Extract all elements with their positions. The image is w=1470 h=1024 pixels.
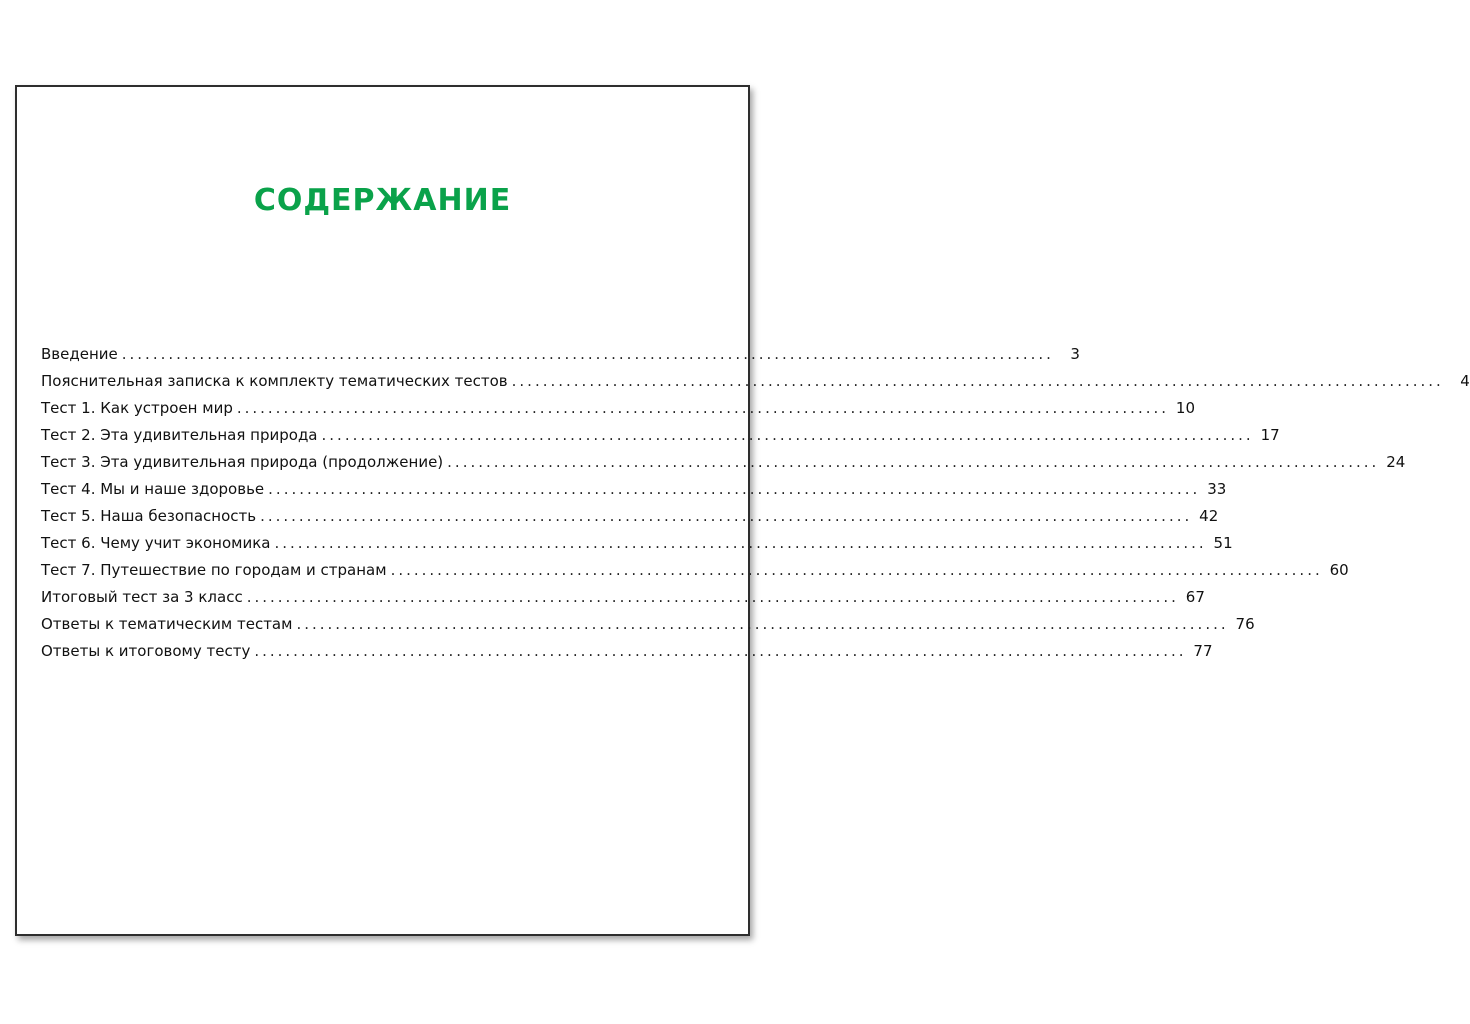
toc-entry-label: Ответы к тематическим тестам <box>41 615 293 633</box>
toc-entry-label: Пояснительная записка к комплекту тематических тестов <box>41 372 508 390</box>
toc-entry <box>41 615 1255 642</box>
toc-leader-dots: ........................................................................................................................ <box>296 615 1229 633</box>
toc-entry-label: Тест 5. Наша безопасность <box>41 507 257 525</box>
toc-entry-page: 17 <box>1260 426 1280 444</box>
toc-leader-dots: ........................................................................................................................ <box>390 561 1323 579</box>
toc-entry <box>41 480 1227 507</box>
toc-entry-page: 51 <box>1213 534 1233 552</box>
toc-entry-label: Тест 2. Эта удивительная природа <box>41 426 318 444</box>
toc-entry-label: Тест 7. Путешествие по городам и странам <box>41 561 387 579</box>
toc-leader-dots: ........................................................................................................................ <box>447 453 1380 471</box>
toc-entry-label: Тест 4. Мы и наше здоровье <box>41 480 265 498</box>
toc-entry-page: 24 <box>1386 453 1406 471</box>
toc-entry <box>41 534 1233 561</box>
toc-entry-page: 76 <box>1235 615 1255 633</box>
toc-entry-page: 3 <box>1070 345 1080 363</box>
toc-leader-dots: ........................................................................................................................ <box>274 534 1207 552</box>
toc-leader-dots: ........................................................................................................................ <box>121 345 1054 363</box>
toc-leader-dots: ........................................................................................................................ <box>260 507 1193 525</box>
toc-entry <box>41 399 1196 426</box>
toc-entry-label: Ответы к итоговому тесту <box>41 642 251 660</box>
toc-entry <box>41 588 1205 615</box>
toc-entry-label: Итоговый тест за 3 класс <box>41 588 243 606</box>
toc-entry-label: Тест 6. Чему учит экономика <box>41 534 271 552</box>
document-page <box>15 85 1470 936</box>
toc-entry-page: 60 <box>1329 561 1349 579</box>
toc-leader-dots: ........................................................................................................................ <box>511 372 1444 390</box>
toc-entry <box>41 372 1470 399</box>
toc-entry-page: 77 <box>1193 642 1213 660</box>
toc-entry-page: 4 <box>1460 372 1470 390</box>
toc-entry <box>41 507 1219 534</box>
toc-entry-page: 33 <box>1207 480 1227 498</box>
toc-entry <box>41 642 1213 669</box>
toc-leader-dots: ........................................................................................................................ <box>236 399 1170 417</box>
toc-entry-label: Введение <box>41 345 118 363</box>
page-title: СОДЕРЖАНИЕ <box>253 183 512 218</box>
toc-entry <box>41 345 1080 372</box>
toc-leader-dots: ........................................................................................................................ <box>246 588 1179 606</box>
table-of-contents <box>41 345 1470 669</box>
toc-entry-page: 10 <box>1175 399 1196 417</box>
toc-entry-page: 42 <box>1199 507 1219 525</box>
toc-leader-dots: ........................................................................................................................ <box>254 642 1187 660</box>
toc-entry-label: Тест 3. Эта удивительная природа (продолжение) <box>41 453 444 471</box>
toc-entry <box>41 453 1406 480</box>
toc-leader-dots: ........................................................................................................................ <box>321 426 1254 444</box>
toc-entry-label: Тест 1. Как устроен мир <box>41 399 233 417</box>
toc-entry-page: 67 <box>1185 588 1205 606</box>
toc-entry <box>41 426 1280 453</box>
toc-entry <box>41 561 1349 588</box>
toc-leader-dots: ........................................................................................................................ <box>268 480 1201 498</box>
